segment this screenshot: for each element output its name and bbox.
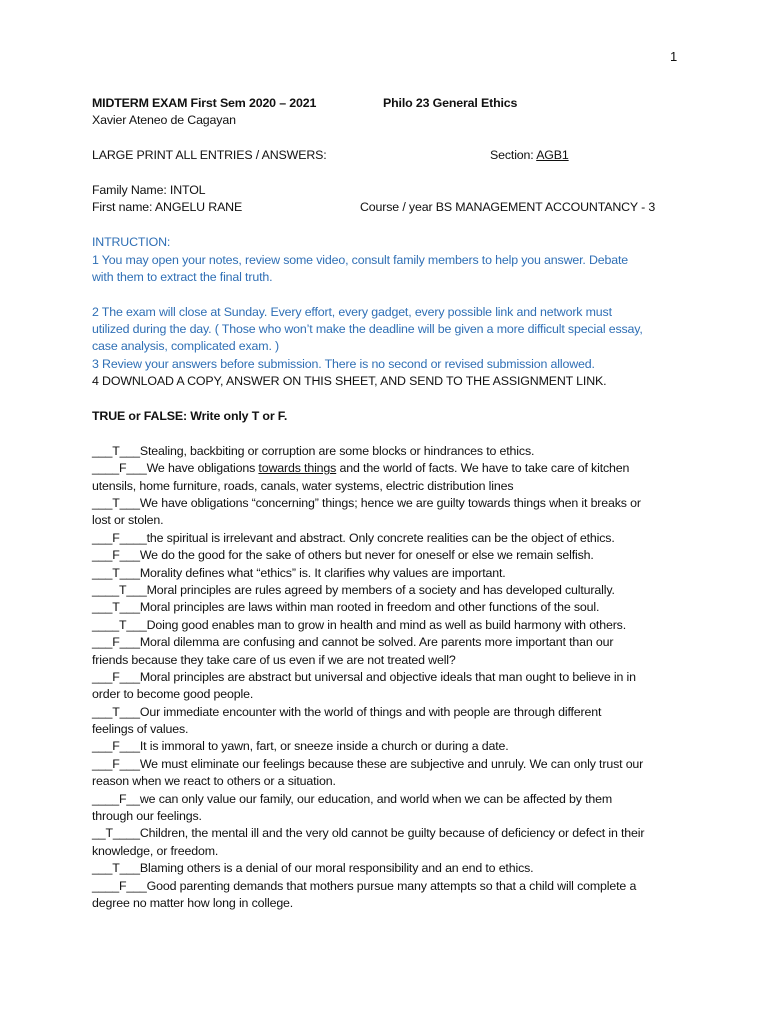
true-false-heading: TRUE or FALSE: Write only T or F. <box>92 409 288 424</box>
school-name: Xavier Ateneo de Cagayan <box>92 113 236 128</box>
tf-item-12: ___T___Our immediate encounter with the world of things and with people are through different <box>92 704 602 719</box>
tf-item-17: ___T___Blaming others is a denial of our moral responsibility and an end to ethics. <box>92 861 534 876</box>
tf-item-11: ___F___Moral principles are abstract but universal and objective ideals that man ought to believe in in <box>92 669 636 684</box>
tf-item-10: ___F___Moral dilemma are confusing and cannot be solved. Are parents more important than our <box>92 635 614 650</box>
large-print-note: LARGE PRINT ALL ENTRIES / ANSWERS: <box>92 148 327 163</box>
tf-item-16: __T____Children, the mental ill and the very old cannot be guilty because of deficiency or defect in their <box>92 826 645 841</box>
instruction-4: 4 DOWNLOAD A COPY, ANSWER ON THIS SHEET, AND SEND TO THE ASSIGNMENT LINK. <box>92 374 607 389</box>
tf-item-18: ____F___Good parenting demands that mothers pursue many attempts so that a child will complete a <box>92 878 637 893</box>
tf-item-2-text-b: and the world of facts. We have to take care of kitchen <box>336 461 630 476</box>
tf-item-14: ___F___We must eliminate our feelings because these are subjective and unruly. We can only trust our <box>92 756 644 771</box>
tf-item-9: ____T___Doing good enables man to grow in health and mind as well as build harmony with others. <box>92 617 627 632</box>
instruction-heading: INTRUCTION: <box>92 235 171 250</box>
family-name: Family Name: INTOL <box>92 182 206 197</box>
tf-item-16-continued: knowledge, or freedom. <box>92 843 219 858</box>
tf-item-8: ___T___Moral principles are laws within man rooted in freedom and other functions of the soul. <box>92 600 600 615</box>
instruction-2-line-1: 2 The exam will close at Sunday. Every effort, every gadget, every possible link and network must <box>92 304 612 319</box>
exam-header-row <box>92 95 692 112</box>
first-name: First name: ANGELU RANE <box>92 200 243 215</box>
tf-item-11-continued: order to become good people. <box>92 687 254 702</box>
tf-item-18-continued: degree no matter how long in college. <box>92 895 294 910</box>
course-year: Course / year BS MANAGEMENT ACCOUNTANCY - 3 <box>360 200 656 215</box>
subject-title: Philo 23 General Ethics <box>383 96 518 110</box>
instruction-2-line-2: utilized during the day. ( Those who won’t make the deadline will be given a more difficult special essay, <box>92 322 643 337</box>
section-field <box>490 147 569 164</box>
tf-item-2-continued: utensils, home furniture, roads, canals, water systems, electric distribution lines <box>92 478 514 493</box>
tf-item-15: ____F__we can only value our family, our education, and world when we can be affected by them <box>92 791 613 806</box>
exam-title: MIDTERM EXAM First Sem 2020 – 2021 <box>92 96 317 110</box>
instruction-1-line-2: with them to extract the final truth. <box>92 269 273 284</box>
tf-item-3-continued: lost or stolen. <box>92 513 164 528</box>
tf-item-14-continued: reason when we react to others or a situation. <box>92 774 336 789</box>
page-number: 1 <box>670 49 678 64</box>
tf-item-1: ___T___Stealing, backbiting or corruption are some blocks or hindrances to ethics. <box>92 443 535 458</box>
instruction-1-line-1: 1 You may open your notes, review some video, consult family members to help you answer. Debate <box>92 252 629 267</box>
first-name-row <box>92 199 692 216</box>
tf-item-12-continued: feelings of values. <box>92 722 189 737</box>
tf-item-3: ___T___We have obligations “concerning” things; hence we are guilty towards things when it breaks or <box>92 495 641 510</box>
section-label: Section: <box>490 148 534 163</box>
tf-item-2-underlined: towards things <box>258 461 337 476</box>
tf-item-7: ____T___Moral principles are rules agreed by members of a society and has developed culturally. <box>92 582 615 597</box>
section-value: AGB1 <box>536 148 569 163</box>
instructions <box>92 234 692 373</box>
tf-item-10-continued: friends because they take care of us even if we are not treated well? <box>92 652 456 667</box>
tf-item-13: ___F___It is immoral to yawn, fart, or sneeze inside a church or during a date. <box>92 739 509 754</box>
instruction-3: 3 Review your answers before submission. There is no second or revised submission allowed. <box>92 356 595 371</box>
instruction-2-line-3: case analysis, complicated exam. ) <box>92 339 280 354</box>
tf-item-2-text-a: ____F___We have obligations <box>92 461 259 476</box>
section-row <box>92 147 692 164</box>
tf-item-6: ___T___Morality defines what “ethics” is. It clarifies why values are important. <box>92 565 506 580</box>
tf-item-15-continued: through our feelings. <box>92 809 202 824</box>
tf-item-5: ___F___We do the good for the sake of others but never for oneself or else we remain selfish. <box>92 548 594 563</box>
true-false-items <box>92 443 692 913</box>
exam-body <box>92 95 692 912</box>
tf-item-2 <box>92 460 692 477</box>
tf-item-4: ___F____the spiritual is irrelevant and abstract. Only concrete realities can be the object of ethics. <box>92 530 615 545</box>
